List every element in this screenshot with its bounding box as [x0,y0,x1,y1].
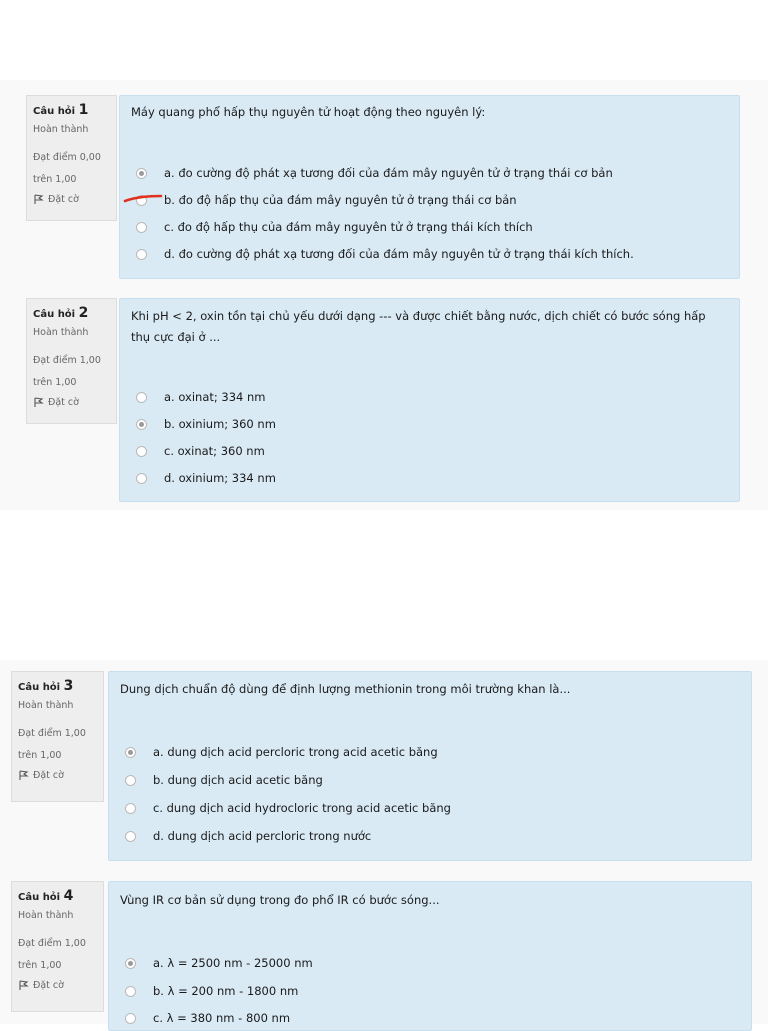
red-pen-mark [123,193,163,205]
question-2-option-d[interactable]: d. oxinium; 334 nm [136,471,276,485]
question-3-option-d[interactable]: d. dung dịch acid percloric trong nước [125,829,371,843]
question-1-state: Hoàn thành [33,124,89,135]
question-4-flag-button[interactable]: Đặt cờ [18,979,97,991]
question-2-number: Câu hỏi 2 [33,305,89,321]
question-4-text: Vùng IR cơ bản sử dụng trong đo phổ IR có bước sóng... [120,893,440,907]
question-4-option-c[interactable]: c. λ = 380 nm - 800 nm [125,1011,290,1025]
flag-icon [18,979,30,991]
question-4-option-b[interactable]: b. λ = 200 nm - 1800 nm [125,984,298,998]
question-1-option-b[interactable]: b. đo độ hấp thụ của đám mây nguyên tử ở trạng thái cơ bản [136,193,517,207]
radio-button[interactable] [136,446,147,457]
radio-button[interactable] [136,168,147,179]
flag-icon [33,193,45,205]
question-2-option-a[interactable]: a. oxinat; 334 nm [136,390,266,404]
question-2-grade: Đạt điểm 1,00 trên 1,00 [33,355,101,388]
radio-button[interactable] [136,473,147,484]
radio-button[interactable] [125,831,136,842]
question-2-option-c[interactable]: c. oxinat; 360 nm [136,444,265,458]
question-3-info [11,671,104,802]
question-2-option-b[interactable]: b. oxinium; 360 nm [136,417,276,431]
radio-button[interactable] [136,222,147,233]
question-1-flag-button[interactable]: Đặt cờ [33,193,110,205]
question-3-number: Câu hỏi 3 [18,678,74,694]
radio-button[interactable] [125,958,136,969]
radio-button[interactable] [125,747,136,758]
radio-button[interactable] [136,392,147,403]
question-1-number: Câu hỏi 1 [33,102,89,118]
question-4-number: Câu hỏi 4 [18,888,74,904]
question-1-text: Máy quang phổ hấp thụ nguyên tử hoạt động theo nguyên lý: [131,105,486,119]
question-1-grade: Đạt điểm 0,00 trên 1,00 [33,152,101,185]
radio-button[interactable] [125,986,136,997]
flag-icon [33,396,45,408]
question-2-flag-button[interactable]: Đặt cờ [33,396,110,408]
question-4-state: Hoàn thành [18,910,74,921]
question-2-text: Khi pH < 2, oxin tồn tại chủ yếu dưới dạng --- và được chiết bằng nước, dịch chiết có bước sóng hấp thụ cực đại ở ... [131,309,706,344]
radio-button[interactable] [125,803,136,814]
radio-button[interactable] [125,775,136,786]
question-1-option-d[interactable]: d. đo cường độ phát xạ tương đối của đám mây nguyên tử ở trạng thái kích thích. [136,247,634,261]
radio-button[interactable] [136,249,147,260]
question-2-info [26,298,117,424]
question-3-option-c[interactable]: c. dung dịch acid hydrocloric trong acid acetic băng [125,801,451,815]
question-3-grade: Đạt điểm 1,00 trên 1,00 [18,728,86,761]
question-3-option-a[interactable]: a. dung dịch acid percloric trong acid acetic băng [125,745,438,759]
question-1-info [26,95,117,221]
radio-button[interactable] [136,419,147,430]
question-3-option-b[interactable]: b. dung dịch acid acetic băng [125,773,323,787]
question-3-flag-button[interactable]: Đặt cờ [18,769,97,781]
question-2-state: Hoàn thành [33,327,89,338]
question-1-option-c[interactable]: c. đo độ hấp thụ của đám mây nguyên tử ở trạng thái kích thích [136,220,533,234]
question-4-grade: Đạt điểm 1,00 trên 1,00 [18,938,86,971]
radio-button[interactable] [125,1013,136,1024]
question-3-text: Dung dịch chuẩn độ dùng để định lượng methionin trong môi trường khan là... [120,682,571,696]
flag-icon [18,769,30,781]
question-1-option-a[interactable]: a. đo cường độ phát xạ tương đối của đám mây nguyên tử ở trạng thái cơ bản [136,166,613,180]
question-4-option-a[interactable]: a. λ = 2500 nm - 25000 nm [125,956,313,970]
question-4-info [11,881,104,1012]
question-3-state: Hoàn thành [18,700,74,711]
